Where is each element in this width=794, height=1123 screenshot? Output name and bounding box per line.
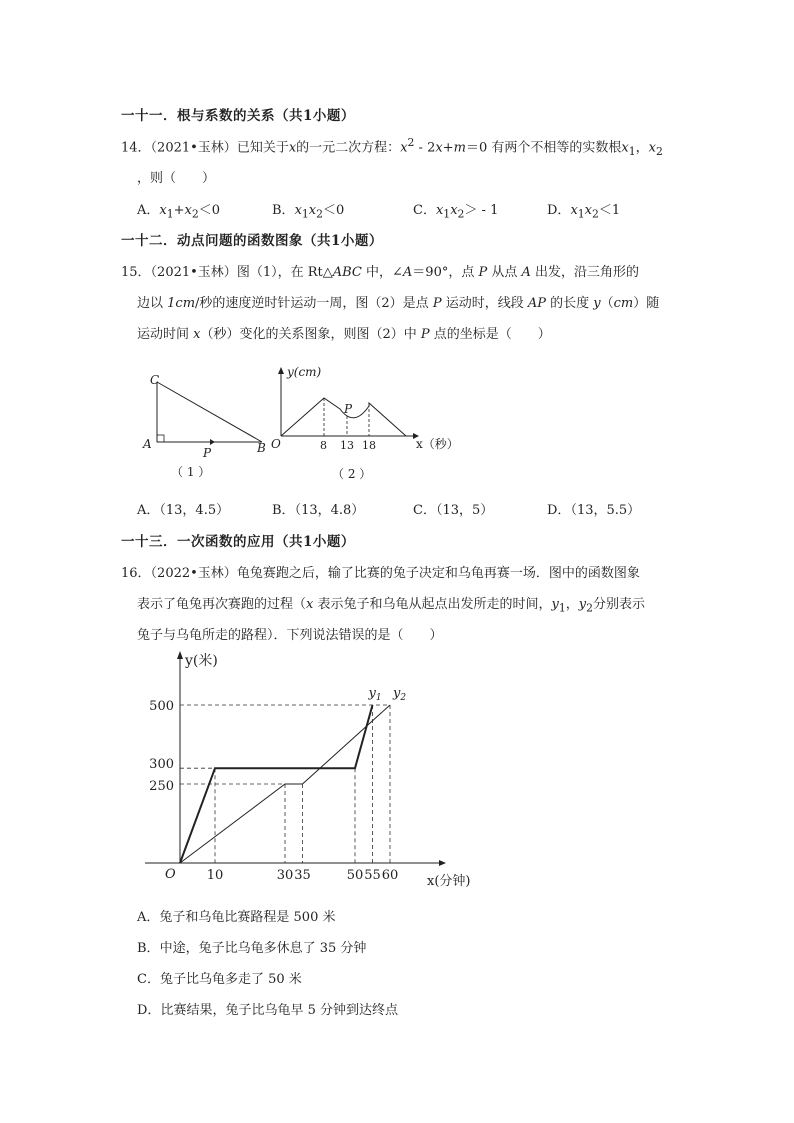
x-tick-60: 60 — [381, 868, 399, 883]
section-heading-11: 一十一．根与系数的关系（共1小题） — [121, 108, 355, 124]
series-y1-line — [180, 705, 373, 863]
q15-option-d[interactable]: D．（13，5.5） — [547, 503, 641, 518]
point-p-label: P — [344, 402, 353, 416]
triangle-side-cb — [157, 382, 262, 442]
chart-x-label: x(分钟) — [427, 874, 471, 889]
x-tick-55: 55 — [364, 868, 381, 883]
question-16-line3: 兔子与乌龟所走的路程）．下列说法错误的是（ ） — [137, 628, 443, 643]
tick-18: 18 — [362, 439, 376, 452]
figure-2-graph — [266, 364, 466, 486]
q16-option-b[interactable]: B．中途，兔子比乌龟多休息了 35 分钟 — [137, 941, 367, 956]
x-tick-10: 10 — [206, 868, 224, 883]
tick-8: 8 — [320, 439, 327, 452]
x-tick-35: 35 — [294, 868, 311, 883]
q16-source: （2022•玉林） — [150, 566, 237, 581]
chart-y-axis-arrow-icon — [177, 651, 183, 659]
q14-option-c[interactable]: C．$x_1x_2> - 1$ — [413, 203, 499, 221]
question-15-line2: 边以 1cm/秒的速度逆时针运动一周，图（2）是点 P 运动时，线段 AP 的长度 y（cm）随 — [137, 296, 660, 311]
q14-option-d[interactable]: D．$x_1x_2<1$ — [547, 203, 621, 221]
q15-number: 15． — [121, 265, 151, 280]
right-angle-mark — [157, 435, 164, 442]
x-axis-label: x（秒） — [416, 437, 459, 451]
chart-origin-label: O — [165, 867, 176, 882]
y-tick-500: 500 — [149, 699, 174, 714]
y-axis-arrow-icon — [278, 367, 284, 374]
arrow-icon — [210, 439, 215, 445]
vertex-label-a: A — [143, 437, 152, 451]
section-heading-13: 一十三．一次函数的应用（共1小题） — [121, 534, 355, 550]
series-y1-label: $y_1$ — [368, 686, 382, 703]
series-y2-label: $y_2$ — [393, 686, 407, 703]
point-label-p: P — [203, 446, 212, 460]
question-14-line2: ，则（ ） — [137, 171, 216, 186]
vertex-label-b: B — [257, 441, 266, 455]
y-axis-label: y(cm) — [287, 365, 322, 379]
q14-number: 14． — [121, 140, 151, 156]
y-tick-300: 300 — [149, 757, 174, 773]
x-tick-50: 50 — [346, 868, 364, 883]
question-16-line1: 16．（2022•玉林）龟兔赛跑之后，输了比赛的兔子决定和乌龟再赛一场．图中的函数图象 — [121, 566, 640, 581]
chart-x-axis-arrow-icon — [439, 860, 446, 866]
question-15-line3: 运动时间 x（秒）变化的关系图象，则图（2）中 P 点的坐标是（ ） — [137, 327, 551, 342]
x-tick-30: 30 — [276, 868, 294, 883]
q15-option-a[interactable]: A．（13，4.5） — [137, 503, 230, 518]
question-14-line1: 14．（2021•玉林）已知关于x的一元二次方程：$x^2 - 2x+m=0$ 有两个不相等的实数根$x_1$，$x_2$ — [121, 136, 663, 158]
figure-1-caption: （ 1 ） — [171, 465, 211, 479]
race-chart — [140, 645, 485, 890]
origin-label: O — [271, 437, 281, 451]
section-heading-12: 一十二．动点问题的函数图象（共1小题） — [121, 233, 383, 249]
vertex-label-c: C — [150, 373, 160, 387]
figure-2-caption: （ 2 ） — [332, 467, 372, 481]
q15-option-c[interactable]: C．（13，5） — [413, 503, 494, 518]
q14-option-a[interactable]: A．$x_1+x_2<0$ — [137, 203, 221, 221]
q14-option-b[interactable]: B．$x_1x_2<0$ — [272, 203, 345, 221]
question-16-line2: 表示了龟兔再次赛跑的过程（x 表示兔子和乌龟从起点出发所走的时间，$y_1$，$y_2$分别表示 — [137, 597, 646, 615]
q15-option-b[interactable]: B．（13，4.8） — [272, 503, 365, 518]
chart-y-label: y(米) — [185, 653, 218, 669]
q14-source: （2021•玉林） — [150, 140, 237, 156]
question-15-line1: 15．（2021•玉林）图（1），在 Rt△ABC 中，∠A＝90°，点 P 从点 A 出发，沿三角形的 — [121, 265, 640, 280]
tick-13: 13 — [340, 439, 354, 452]
q16-option-d[interactable]: D．比赛结果，兔子比乌龟早 5 分钟到达终点 — [137, 1003, 398, 1018]
y-tick-250: 250 — [149, 779, 174, 794]
q15-source: （2021•玉林） — [150, 265, 237, 280]
q16-number: 16． — [121, 566, 151, 581]
figure-1-triangle — [140, 366, 270, 481]
q16-option-c[interactable]: C．兔子比乌龟多走了 50 米 — [137, 972, 302, 987]
q16-option-a[interactable]: A．兔子和乌龟比赛路程是 500 米 — [137, 910, 336, 925]
